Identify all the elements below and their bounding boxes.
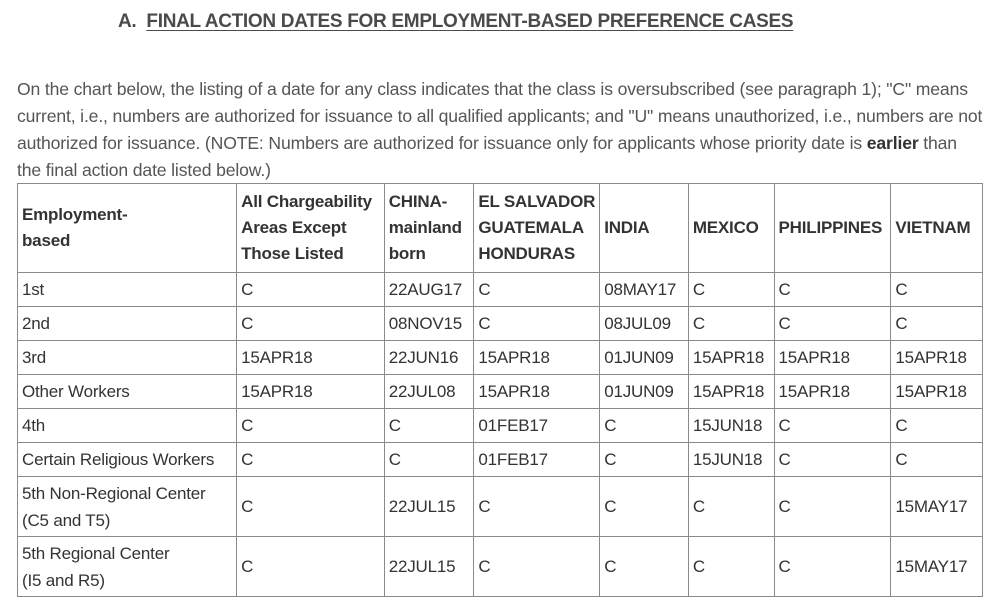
cell-vietnam: C (891, 273, 983, 307)
header-line: PHILIPPINES (778, 218, 883, 237)
cell-mexico: C (688, 477, 774, 537)
header-all-chargeability (237, 184, 385, 273)
cell-all-chargeability: C (237, 307, 385, 341)
cell-india: 01JUN09 (600, 341, 689, 375)
cell-india: C (600, 409, 689, 443)
cell-all-chargeability: C (237, 443, 385, 477)
header-line: Areas Except (241, 218, 347, 237)
cell-philippines: C (774, 537, 891, 597)
category-line: 2nd (22, 314, 50, 333)
cell-mexico: 15JUN18 (688, 409, 774, 443)
header-philippines (774, 184, 891, 273)
table-row (18, 409, 983, 443)
cell-el-salvador: 15APR18 (474, 375, 600, 409)
header-line: INDIA (604, 218, 650, 237)
category-line: 3rd (22, 348, 46, 367)
header-line: HONDURAS (478, 244, 575, 263)
category-line: 4th (22, 416, 46, 435)
final-action-dates-table (17, 183, 983, 597)
header-line: MEXICO (692, 218, 759, 237)
cell-china: 22JUN16 (384, 341, 474, 375)
cell-china: C (384, 409, 474, 443)
cell-mexico: C (688, 307, 774, 341)
header-mexico (688, 184, 774, 273)
category-line: 5th Regional Center (22, 543, 170, 563)
table-row (18, 477, 983, 537)
cell-india: 08MAY17 (600, 273, 689, 307)
header-vietnam (891, 184, 983, 273)
header-line: born (388, 244, 426, 263)
cell-india: 01JUN09 (600, 375, 689, 409)
section-heading (118, 11, 793, 33)
cell-el-salvador: C (474, 307, 600, 341)
header-india (600, 184, 689, 273)
header-line: GUATEMALA (478, 218, 584, 237)
row-category (18, 537, 237, 597)
cell-china: C (384, 443, 474, 477)
cell-el-salvador: C (474, 477, 600, 537)
category-line: 1st (22, 280, 45, 299)
row-category (18, 307, 237, 341)
category-line: (I5 and R5) (22, 570, 105, 590)
cell-philippines: C (774, 443, 891, 477)
intro-text-after: than the final action date listed below.) (17, 132, 957, 180)
cell-vietnam: C (891, 409, 983, 443)
category-line: 5th Non-Regional Center (22, 483, 206, 503)
table-row (18, 443, 983, 477)
cell-all-chargeability: C (237, 537, 385, 597)
cell-china: 08NOV15 (384, 307, 474, 341)
category-line: (C5 and T5) (22, 510, 111, 530)
cell-mexico: 15JUN18 (688, 443, 774, 477)
cell-india: C (600, 477, 689, 537)
cell-el-salvador: 01FEB17 (474, 443, 600, 477)
cell-india: C (600, 443, 689, 477)
header-china (384, 184, 474, 273)
row-category (18, 477, 237, 537)
cell-india: C (600, 537, 689, 597)
table-row (18, 307, 983, 341)
table-row (18, 537, 983, 597)
cell-china: 22AUG17 (384, 273, 474, 307)
category-line: Certain Religious Workers (22, 450, 215, 469)
row-category (18, 443, 237, 477)
category-line: Other Workers (22, 382, 130, 401)
cell-all-chargeability: C (237, 409, 385, 443)
cell-vietnam: 15APR18 (891, 341, 983, 375)
row-category (18, 273, 237, 307)
cell-philippines: C (774, 409, 891, 443)
cell-all-chargeability: 15APR18 (237, 375, 385, 409)
cell-el-salvador: C (474, 273, 600, 307)
intro-text-before: On the chart below, the listing of a date for any class indicates that the class is oversubscribed (see paragraph 1); "C" means current, i.e., numbers are authorized for issuance to all qualified applicants; and "U" means unauthorized, i.e., numbers are not authorized for issuance. (NOTE: Numbers are authorized for issuance only for applicants whose priority date is (17, 78, 983, 153)
cell-mexico: C (688, 537, 774, 597)
header-line: All Chargeability (241, 192, 372, 211)
cell-philippines: C (774, 477, 891, 537)
cell-china: 22JUL15 (384, 537, 474, 597)
header-line: Those Listed (241, 244, 344, 263)
header-line: Employment- (22, 205, 128, 224)
cell-mexico: 15APR18 (688, 375, 774, 409)
cell-philippines: 15APR18 (774, 341, 891, 375)
section-letter: A. (118, 11, 137, 32)
cell-mexico: C (688, 273, 774, 307)
header-employment-based (18, 184, 237, 273)
header-line: CHINA- (388, 192, 448, 211)
cell-el-salvador: 15APR18 (474, 341, 600, 375)
header-line: based (22, 231, 71, 250)
cell-all-chargeability: 15APR18 (237, 341, 385, 375)
header-line: EL SALVADOR (478, 192, 596, 211)
cell-el-salvador: 01FEB17 (474, 409, 600, 443)
cell-mexico: 15APR18 (688, 341, 774, 375)
row-category (18, 375, 237, 409)
table-row (18, 375, 983, 409)
row-category (18, 341, 237, 375)
section-title: FINAL ACTION DATES FOR EMPLOYMENT-BASED PREFERENCE CASES (146, 11, 794, 32)
header-el-salvador (474, 184, 600, 273)
cell-vietnam: 15MAY17 (891, 537, 983, 597)
cell-el-salvador: C (474, 537, 600, 597)
table-header-row (18, 184, 983, 273)
table-row (18, 341, 983, 375)
cell-philippines: C (774, 273, 891, 307)
header-line: mainland (388, 218, 462, 237)
cell-vietnam: C (891, 443, 983, 477)
cell-all-chargeability: C (237, 273, 385, 307)
cell-china: 22JUL08 (384, 375, 474, 409)
cell-vietnam: C (891, 307, 983, 341)
table-row (18, 273, 983, 307)
cell-india: 08JUL09 (600, 307, 689, 341)
cell-china: 22JUL15 (384, 477, 474, 537)
cell-philippines: 15APR18 (774, 375, 891, 409)
intro-emphasis: earlier (866, 132, 919, 153)
cell-philippines: C (774, 307, 891, 341)
header-line: VIETNAM (895, 218, 971, 237)
cell-all-chargeability: C (237, 477, 385, 537)
cell-vietnam: 15APR18 (891, 375, 983, 409)
row-category (18, 409, 237, 443)
intro-paragraph (17, 76, 985, 184)
cell-vietnam: 15MAY17 (891, 477, 983, 537)
